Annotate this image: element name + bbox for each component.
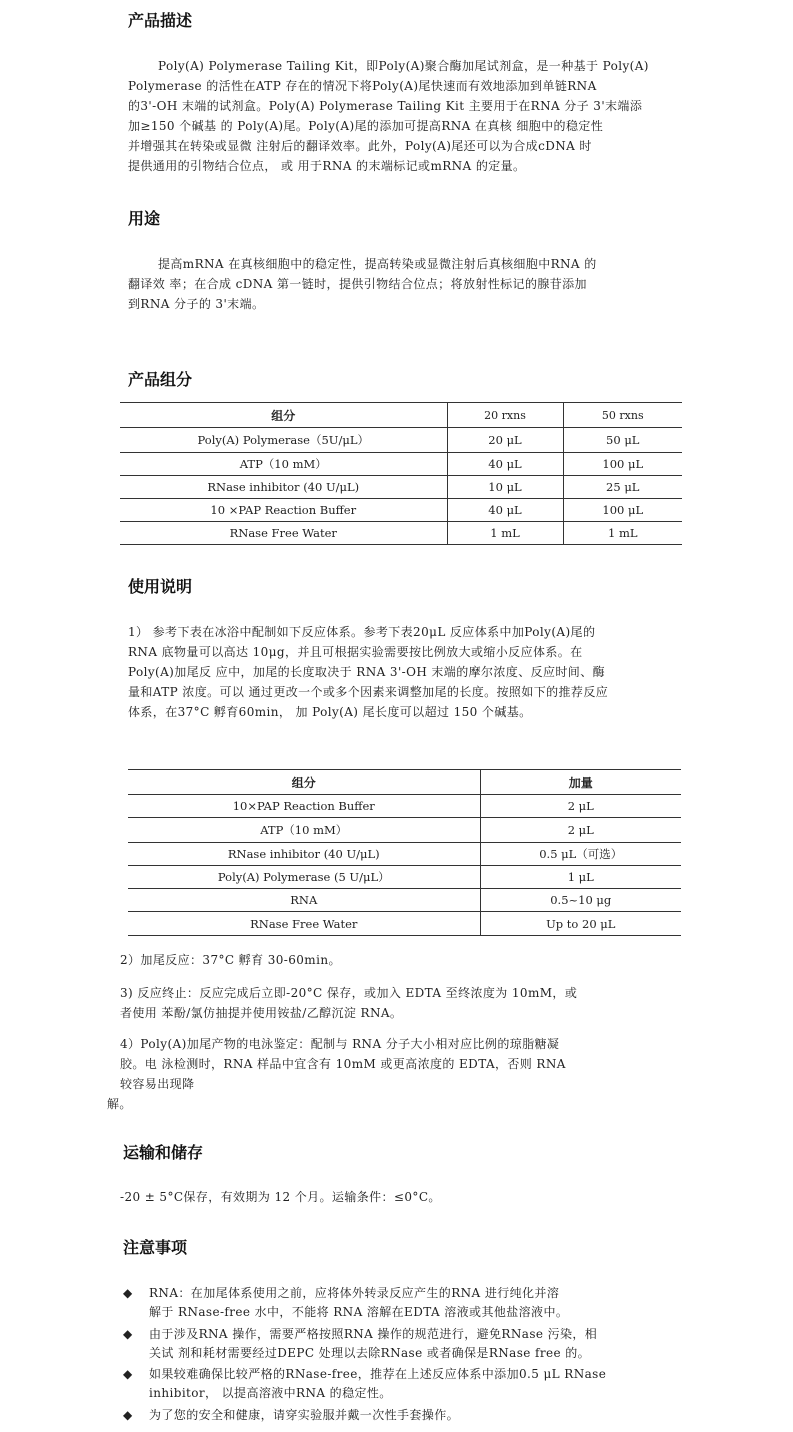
description-line: 的3'-OH 末端的试剂盒。Poly(A) Polymerase Tailing Kit 主要用于在RNA 分子 3'末端添 xyxy=(128,99,643,113)
table-cell: 50 μL xyxy=(606,433,640,447)
description-line: Poly(A) Polymerase Tailing Kit，即Poly(A)聚合酶加尾试剂盒，是一种基于 Poly(A) xyxy=(158,59,649,73)
use-paragraph xyxy=(128,254,597,314)
table-cell: 0.5~10 μg xyxy=(550,893,612,907)
note-line: RNA：在加尾体系使用之前，应将体外转录反应产生的RNA 进行纯化并溶 xyxy=(149,1286,560,1300)
table-cell: 1 mL xyxy=(607,526,638,540)
table-row xyxy=(120,499,682,522)
note-line: inhibitor， 以提高溶液中RNA 的稳定性。 xyxy=(149,1386,392,1400)
reaction-header-cell: 加量 xyxy=(568,775,593,790)
table-row xyxy=(128,818,681,843)
table-row xyxy=(128,912,681,936)
table-cell: RNase inhibitor (40 U/μL) xyxy=(128,843,480,866)
note-line: 如果较难确保比较严格的RNase-free，推荐在上述反应体系中添加0.5 μL RNase xyxy=(149,1367,607,1381)
storage-text: -20 ± 5°C保存，有效期为 12 个月。运输条件：≤0°C。 xyxy=(120,1190,441,1204)
diamond-bullet-icon: ◆ xyxy=(123,1327,133,1341)
section-title-storage: 运输和储存 xyxy=(123,1143,204,1162)
list-item xyxy=(123,1406,459,1425)
list-item xyxy=(123,1284,568,1322)
table-cell: 1 μL xyxy=(567,870,594,884)
table-row xyxy=(128,889,681,912)
table-cell: 2 μL xyxy=(567,799,594,813)
table-row xyxy=(120,428,682,453)
table-cell: 10 μL xyxy=(447,476,563,499)
components-header-cell: 50 rxns xyxy=(601,408,644,422)
table-cell: 1 mL xyxy=(447,522,563,545)
table-row xyxy=(120,522,682,545)
step4-line: 较容易出现降 xyxy=(120,1077,195,1091)
step1-line: Poly(A)加尾反 应中，加尾的长度取决于 RNA 3'-OH 末端的摩尔浓度、反应时间、酶 xyxy=(128,665,606,679)
section-title-components: 产品组分 xyxy=(128,370,193,389)
table-row xyxy=(128,866,681,889)
table-cell: 40 μL xyxy=(447,453,563,476)
list-item xyxy=(123,1325,597,1363)
table-cell: 0.5 μL（可选） xyxy=(539,847,623,861)
table-cell: 10×PAP Reaction Buffer xyxy=(128,795,480,818)
table-row xyxy=(128,795,681,818)
diamond-bullet-icon: ◆ xyxy=(123,1286,133,1300)
table-cell: RNA xyxy=(128,889,480,912)
description-paragraph xyxy=(128,56,649,176)
table-cell: Poly(A) Polymerase（5U/μL） xyxy=(120,428,447,453)
step1-line: 量和ATP 浓度。可以 通过更改一个或多个因素来调整加尾的长度。按照如下的推荐反应 xyxy=(128,685,609,699)
list-item xyxy=(123,1365,606,1403)
table-cell: RNase Free Water xyxy=(128,912,480,936)
use-line: 到RNA 分子的 3'末端。 xyxy=(128,297,265,311)
step1-line: 体系，在37°C 孵育60min， 加 Poly(A) 尾长度可以超过 150 个碱基。 xyxy=(128,705,532,719)
step4-line: 解。 xyxy=(107,1097,132,1111)
table-cell: Up to 20 μL xyxy=(546,916,616,931)
table-cell: 25 μL xyxy=(606,480,640,494)
step3-paragraph xyxy=(120,983,577,1023)
use-line: 翻译效 率；在合成 cDNA 第一链时，提供引物结合位点；将放射性标记的腺苷添加 xyxy=(128,277,587,291)
reaction-table-header xyxy=(128,770,681,795)
table-row xyxy=(128,843,681,866)
step1-paragraph xyxy=(128,622,608,722)
table-cell: ATP（10 mM） xyxy=(120,453,447,476)
description-line: Polymerase 的活性在ATP 存在的情况下将Poly(A)尾快速而有效地添加到单链RNA xyxy=(128,79,597,93)
components-header-cell: 组分 xyxy=(120,403,447,428)
table-cell: 10 ×PAP Reaction Buffer xyxy=(120,499,447,522)
table-row xyxy=(120,453,682,476)
step4-line: 4）Poly(A)加尾产物的电泳鉴定：配制与 RNA 分子大小相对应比例的琼脂糖凝 xyxy=(120,1037,560,1051)
section-title-description: 产品描述 xyxy=(128,11,193,30)
section-title-notes: 注意事项 xyxy=(123,1238,188,1257)
step4-line: 胶。电 泳检测时，RNA 样品中宜含有 10mM 或更高浓度的 EDTA，否则 RNA xyxy=(120,1057,566,1071)
section-title-instructions: 使用说明 xyxy=(128,577,193,596)
table-cell: RNase inhibitor (40 U/μL) xyxy=(120,476,447,499)
table-cell: 20 μL xyxy=(447,428,563,453)
description-line: 提供通用的引物结合位点， 或 用于RNA 的末端标记或mRNA 的定量。 xyxy=(128,159,526,173)
step1-line: RNA 底物量可以高达 10μg，并且可根据实验需要按比例放大或缩小反应体系。在 xyxy=(128,645,583,659)
diamond-bullet-icon: ◆ xyxy=(123,1367,133,1381)
components-header-cell: 20 rxns xyxy=(447,403,563,428)
table-cell: ATP（10 mM） xyxy=(128,818,480,843)
reaction-table xyxy=(128,769,681,936)
note-line: 为了您的安全和健康，请穿实验服并戴一次性手套操作。 xyxy=(149,1408,460,1422)
components-table xyxy=(120,402,682,545)
step1-line: 1） 参考下表在冰浴中配制如下反应体系。参考下表20μL 反应体系中加Poly(A)尾的 xyxy=(128,625,596,639)
table-row xyxy=(120,476,682,499)
table-cell: 40 μL xyxy=(447,499,563,522)
description-line: 加≥150 个碱基 的 Poly(A)尾。Poly(A)尾的添加可提高RNA 在真核 细胞中的稳定性 xyxy=(128,119,604,133)
step2-line: 2）加尾反应：37°C 孵育 30-60min。 xyxy=(120,953,341,967)
step3-line: 3) 反应终止：反应完成后立即-20°C 保存，或加入 EDTA 至终浓度为 10mM，或 xyxy=(120,986,578,1000)
table-cell: 100 μL xyxy=(602,503,644,517)
use-line: 提高mRNA 在真核细胞中的稳定性，提高转染或显微注射后真核细胞中RNA 的 xyxy=(158,257,597,271)
table-cell: RNase Free Water xyxy=(120,522,447,545)
step4-paragraph xyxy=(107,1034,566,1114)
components-table-header xyxy=(120,403,682,428)
table-cell: Poly(A) Polymerase (5 U/μL） xyxy=(128,866,480,889)
table-cell: 2 μL xyxy=(567,823,594,837)
reaction-header-cell: 组分 xyxy=(128,770,480,795)
diamond-bullet-icon: ◆ xyxy=(123,1408,133,1422)
step3-line: 者使用 苯酚/氯仿抽提并使用铵盐/乙醇沉淀 RNA。 xyxy=(120,1006,403,1020)
note-line: 关试 剂和耗材需要经过DEPC 处理以去除RNase 或者确保是RNase free 的。 xyxy=(149,1346,590,1360)
table-cell: 100 μL xyxy=(602,457,644,471)
description-line: 并增强其在转染或显微 注射后的翻译效率。此外，Poly(A)尾还可以为合成cDNA 时 xyxy=(128,139,592,153)
note-line: 解于 RNase-free 水中，不能将 RNA 溶解在EDTA 溶液或其他盐溶液中。 xyxy=(149,1305,569,1319)
section-title-use: 用途 xyxy=(128,209,161,228)
note-line: 由于涉及RNA 操作，需要严格按照RNA 操作的规范进行，避免RNase 污染，相 xyxy=(149,1327,598,1341)
